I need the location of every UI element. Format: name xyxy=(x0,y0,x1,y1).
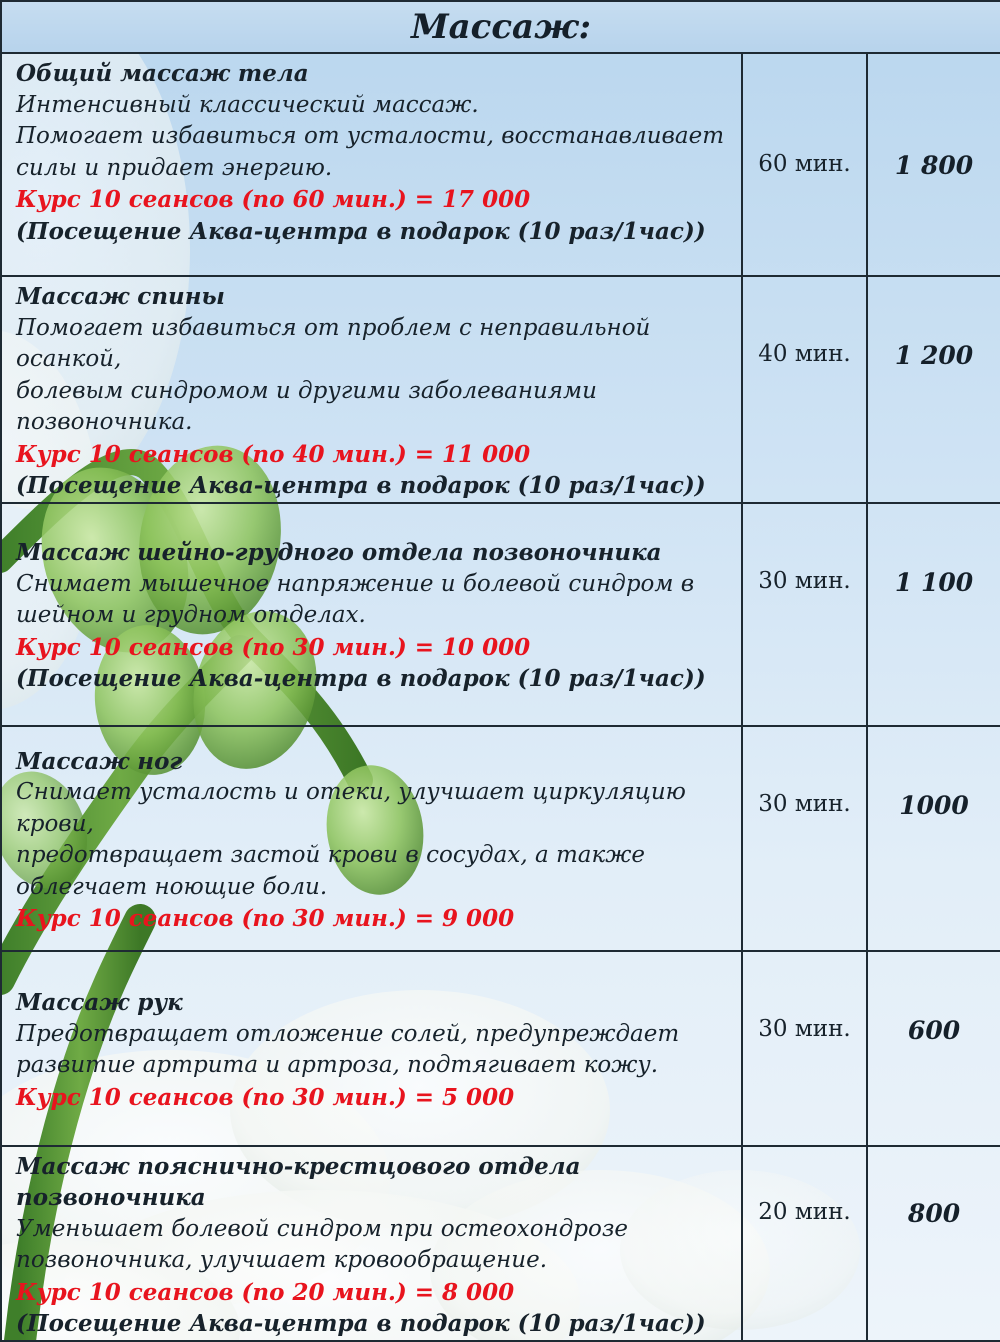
service-description-line: облегчает ноющие боли. xyxy=(16,873,328,900)
gift-offer: (Посещение Аква-центра в подарок (10 раз/1час)) xyxy=(16,665,706,693)
price-cell xyxy=(867,53,1000,276)
service-row xyxy=(1,503,1000,726)
service-name: Массаж ног xyxy=(16,747,183,775)
service-row xyxy=(1,726,1000,951)
service-description-line: силы и придает энергию. xyxy=(16,154,333,181)
service-description-line: Помогает избавиться от усталости, восстанавливает xyxy=(16,123,725,149)
gift-offer: (Посещение Аква-центра в подарок (10 раз/1час)) xyxy=(16,472,706,499)
service-row xyxy=(1,276,1000,503)
service-description-cell xyxy=(1,1146,742,1341)
page-title: Массаж: xyxy=(1,1,1000,53)
service-duration: 30 мин. xyxy=(758,1015,851,1042)
price-cell xyxy=(867,1146,1000,1341)
course-offer: Курс 10 сеансов (по 20 мин.) = 8 000 xyxy=(16,1278,515,1306)
duration-cell xyxy=(742,951,867,1146)
course-offer: Курс 10 сеансов (по 40 мин.) = 11 000 xyxy=(16,440,531,468)
title-row xyxy=(1,1,1000,53)
service-description-cell xyxy=(1,951,742,1146)
service-price: 600 xyxy=(907,1015,961,1045)
service-price: 1 100 xyxy=(894,567,974,597)
gift-offer: (Посещение Аква-центра в подарок (10 раз/1час)) xyxy=(16,217,706,245)
course-offer: Курс 10 сеансов (по 60 мин.) = 17 000 xyxy=(16,186,531,213)
service-row xyxy=(1,53,1000,276)
service-description-line: позвоночника, улучшает кровообращение. xyxy=(16,1247,548,1273)
service-row xyxy=(1,951,1000,1146)
service-price: 1000 xyxy=(899,790,969,820)
course-offer: Курс 10 сеансов (по 30 мин.) = 9 000 xyxy=(16,905,515,932)
service-duration: 30 мин. xyxy=(758,567,851,594)
service-price: 1 200 xyxy=(894,341,974,370)
service-description-line: болевым синдромом и другими заболеваниями позвоночника. xyxy=(16,377,597,435)
service-description-cell xyxy=(1,726,742,951)
service-duration: 40 мин. xyxy=(758,341,851,367)
service-description-cell xyxy=(1,53,742,276)
service-description-line: Уменьшает болевой синдром при остеохондрозе xyxy=(16,1215,629,1242)
service-description-cell xyxy=(1,276,742,503)
duration-cell xyxy=(742,503,867,726)
service-duration: 30 мин. xyxy=(758,790,851,817)
service-name: Массаж шейно-грудного отдела позвоночника xyxy=(16,539,662,567)
service-duration: 20 мин. xyxy=(758,1198,851,1225)
service-description-line: развитие артрита и артроза, подтягивает кожу. xyxy=(16,1052,659,1078)
price-cell xyxy=(867,951,1000,1146)
course-offer: Курс 10 сеансов (по 30 мин.) = 10 000 xyxy=(16,633,531,661)
duration-cell xyxy=(742,1146,867,1341)
duration-cell xyxy=(742,53,867,276)
service-description-line: Интенсивный классический массаж. xyxy=(16,91,479,118)
price-cell xyxy=(867,503,1000,726)
service-description-line: Снимает мышечное напряжение и болевой синдром в xyxy=(16,570,695,597)
service-description-line: Предотвращает отложение солей, предупреждает xyxy=(16,1020,680,1047)
service-description-line: предотвращает застой крови в сосудах, а также xyxy=(16,842,645,868)
service-duration: 60 мин. xyxy=(758,151,851,177)
service-name: Общий массаж тела xyxy=(16,60,309,87)
service-name: Массаж спины xyxy=(16,283,225,310)
service-description-line: Помогает избавиться от проблем с неправильной осанкой, xyxy=(16,314,651,372)
duration-cell xyxy=(742,726,867,951)
service-name: Массаж рук xyxy=(16,989,183,1016)
service-description-line: шейном и грудном отделах. xyxy=(16,602,366,629)
service-price: 800 xyxy=(907,1198,961,1228)
service-description-line: Снимает усталость и отеки, улучшает циркуляцию крови, xyxy=(16,779,686,837)
price-cell xyxy=(867,276,1000,503)
service-name: Массаж пояснично-крестцового отдела позвоночника xyxy=(16,1152,581,1211)
course-offer: Курс 10 сеансов (по 30 мин.) = 5 000 xyxy=(16,1083,515,1111)
duration-cell xyxy=(742,276,867,503)
gift-offer: (Посещение Аква-центра в подарок (10 раз/1час)) xyxy=(16,1310,706,1337)
service-description-cell xyxy=(1,503,742,726)
service-row xyxy=(1,1146,1000,1341)
price-cell xyxy=(867,726,1000,951)
service-price: 1 800 xyxy=(894,151,974,180)
